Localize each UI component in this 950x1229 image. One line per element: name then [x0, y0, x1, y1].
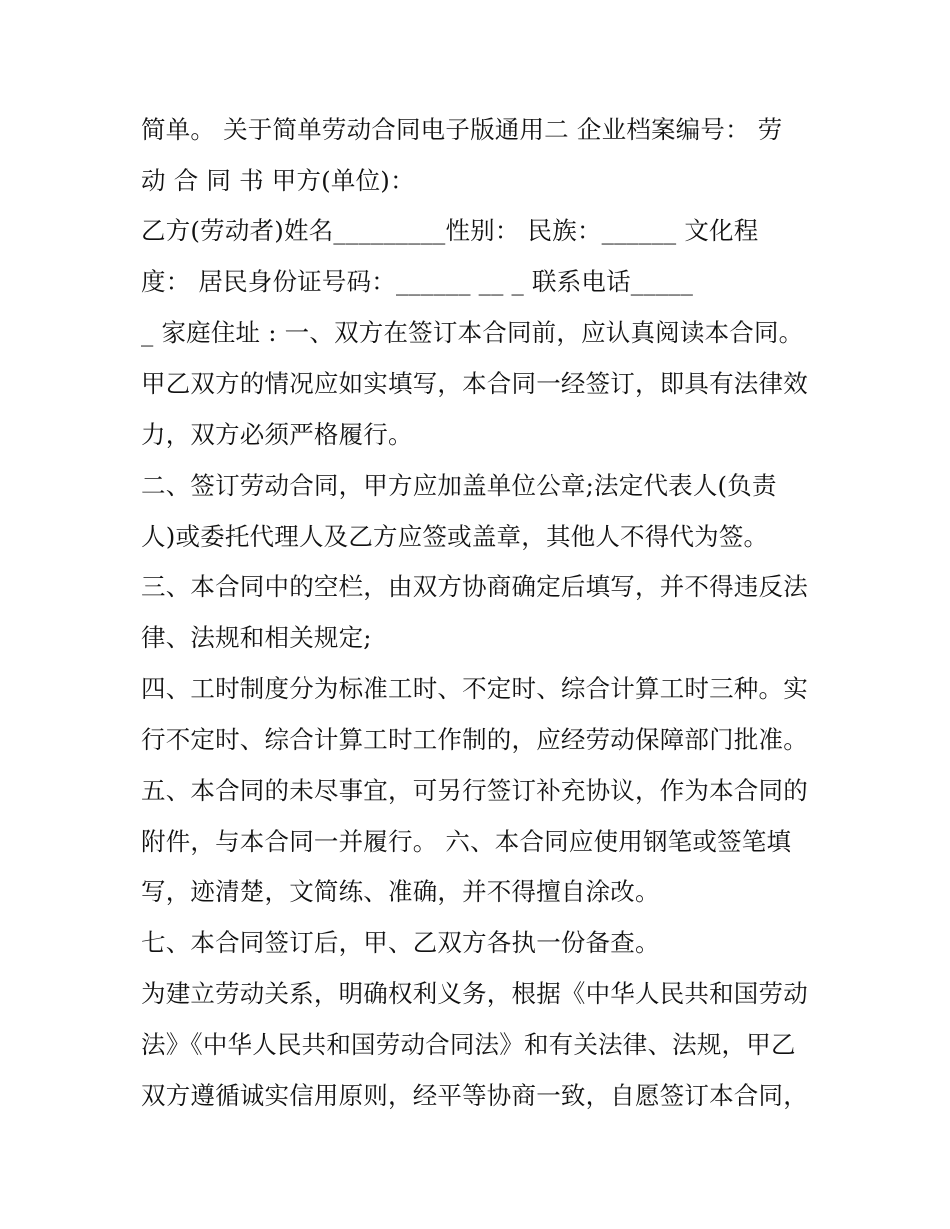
text-line: _ 家庭住址 : 一、双方在签订本合同前，应认真阅读本合同。 — [141, 318, 804, 347]
text-line: 四、工时制度分为标准工时、不定时、综合计算工时三种。实 — [141, 674, 808, 703]
text-line: 乙方(劳动者)姓名_________性别： 民族：______ 文化程 — [141, 216, 759, 245]
text-line: 写，迹清楚，文简练、准确，并不得擅自涂改。 — [141, 877, 660, 906]
text-line: 七、本合同签订后，甲、乙双方各执一份备查。 — [141, 928, 660, 957]
text-line: 二、签订劳动合同，甲方应加盖单位公章;法定代表人(负责 — [141, 471, 777, 500]
text-line: 为建立劳动关系，明确权利义务，根据《中华人民共和国劳动 — [141, 979, 808, 1008]
text-line: 附件，与本合同一并履行。 六、本合同应使用钢笔或签笔填 — [141, 827, 792, 856]
text-line: 律、法规和相关规定; — [141, 623, 372, 652]
text-line: 双方遵循诚实信用原则，经平等协商一致，自愿签订本合同， — [141, 1081, 808, 1110]
text-line: 甲乙双方的情况应如实填写，本合同一经签订，即具有法律效 — [141, 369, 808, 398]
text-line: 动 合 同 书 甲方(单位)： — [141, 166, 415, 195]
text-line: 行不定时、综合计算工时工作制的，应经劳动保障部门批准。 — [141, 725, 808, 754]
text-line: 人)或委托代理人及乙方应签或盖章，其他人不得代为签。 — [141, 522, 769, 551]
text-line: 度： 居民身份证号码：______ __ _ 联系电话_____ — [141, 267, 694, 296]
text-line: 三、本合同中的空栏，由双方协商确定后填写，并不得违反法 — [141, 572, 808, 601]
text-line: 法》《中华人民共和国劳动合同法》和有关法律、法规，甲乙 — [141, 1030, 796, 1059]
text-line: 简单。 关于简单劳动合同电子版通用二 企业档案编号： 劳 — [141, 115, 783, 144]
text-line: 力，双方必须严格履行。 — [141, 420, 413, 449]
text-line: 五、本合同的未尽事宜，可另行签订补充协议，作为本合同的 — [141, 776, 808, 805]
